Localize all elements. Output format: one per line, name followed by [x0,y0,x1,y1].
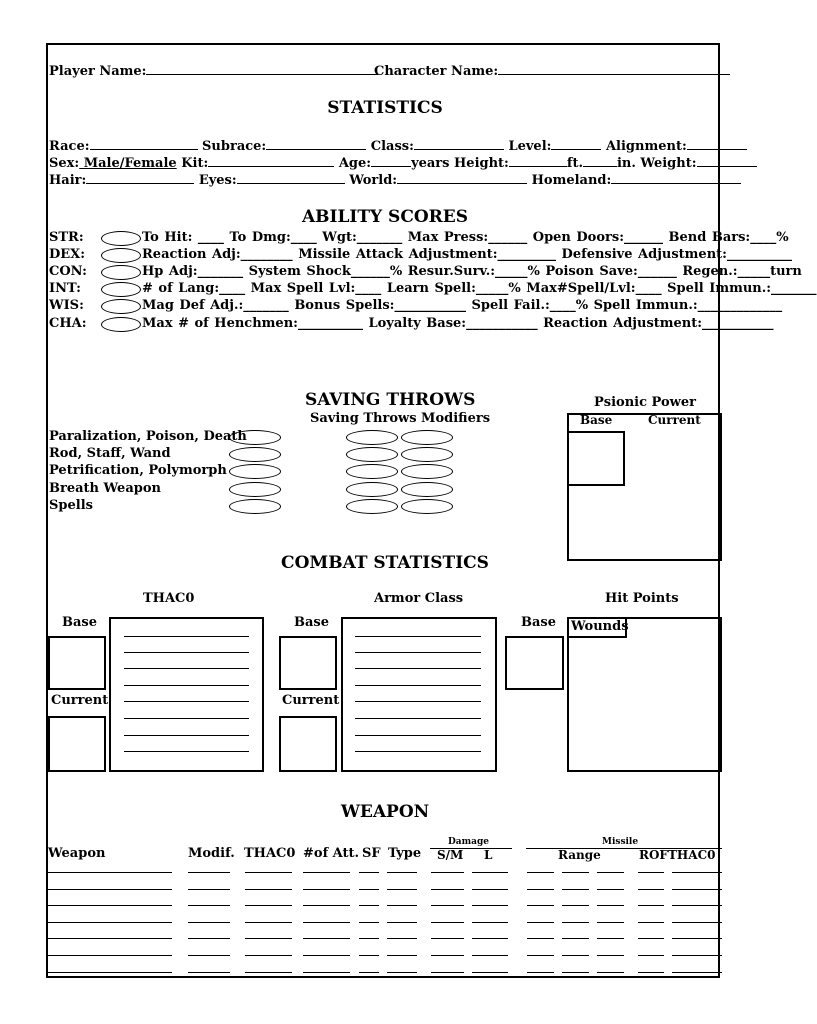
col-range: Range [558,848,601,862]
ac-table-box[interactable] [341,617,497,772]
ac-line [355,636,481,637]
weapon-title: WEAPON [340,802,430,822]
weapon-row-line[interactable] [527,938,554,939]
armor-class-title: Armor Class [374,591,464,606]
ability-scores-title: ABILITY SCORES [301,207,469,227]
weapon-row-line[interactable] [638,955,664,956]
weapon-row-line[interactable] [359,955,379,956]
col-modif: Modif. [188,846,235,861]
weapon-row-line[interactable] [359,872,379,873]
saving-throw-label: Spells [49,498,93,513]
weapon-row-line[interactable] [387,872,417,873]
ac-current-box[interactable] [279,716,337,772]
in-weight-label: in. Weight: [616,156,697,171]
player-name-row [49,62,378,80]
weapon-row-line[interactable] [527,922,554,923]
thac0-line [124,735,249,736]
saving-throws-modifiers-label: Saving Throws Modifiers [310,411,491,426]
thac0-line [124,636,249,637]
weapon-row-line[interactable] [527,972,554,973]
class-field[interactable] [414,137,504,150]
ac-current-label: Current [282,693,340,708]
ability-row-fields: To Hit: ____ To Dmg:____ Wgt:_______ Max Press:______ Open Doors:______ Bend Bars:____% [142,230,789,245]
ac-line [355,652,481,653]
ability-score-oval[interactable] [101,248,141,263]
col-rof: ROF [639,848,668,862]
col-type: Type [388,846,422,861]
psionic-base-box[interactable] [567,431,625,486]
ac-line [355,751,481,752]
weapon-row-line[interactable] [672,955,722,956]
weapon-row-line[interactable] [359,972,379,973]
statistics-title: STATISTICS [327,98,443,118]
ability-score-oval[interactable] [101,299,141,314]
class-label: Class: [370,139,414,154]
thac0-current-label: Current [51,693,109,708]
save-modifier-oval[interactable] [401,482,453,497]
weapon-row-line[interactable] [188,889,230,890]
saving-throws-title: SAVING THROWS [305,390,476,410]
save-modifier-oval[interactable] [346,430,398,445]
height-label: Height: [454,156,509,171]
weapon-row-line[interactable] [188,938,230,939]
ac-base-box[interactable] [279,636,337,690]
weapon-row-line[interactable] [188,872,230,873]
weapon-row-line[interactable] [359,922,379,923]
weapon-row-line[interactable] [245,905,292,906]
weapon-row-line[interactable] [562,972,589,973]
col-sm: S/M [437,848,464,862]
ability-score-oval[interactable] [101,282,141,297]
psionic-base-label: Base [580,413,613,427]
thac0-line [124,751,249,752]
weapon-row-line[interactable] [562,955,589,956]
thac0-table-box[interactable] [109,617,264,772]
ac-line [355,735,481,736]
alignment-field[interactable] [687,137,747,150]
damage-label: Damage [448,837,490,847]
save-modifier-oval[interactable] [401,447,453,462]
ability-row-fields: Hp Adj:_______ System Shock______% Resur.Surv.:_____% Poison Save:______ Regen.:_____turn [142,264,802,279]
weapon-row-line[interactable] [387,889,417,890]
saving-throw-label: Breath Weapon [49,481,161,496]
wounds-label: Wounds [571,619,629,634]
weapon-row-line[interactable] [672,922,722,923]
homeland-field[interactable] [611,171,741,184]
ac-line [355,685,481,686]
stats-row-2 [49,154,757,172]
weapon-row-line[interactable] [188,955,230,956]
weapon-row-line[interactable] [527,889,554,890]
weapon-row-line[interactable] [562,938,589,939]
col-missile-thac0: THAC0 [668,848,716,862]
weapon-row-line[interactable] [431,922,464,923]
kit-field[interactable] [208,154,334,167]
ac-line [355,701,481,702]
saving-throw-oval[interactable] [229,430,281,445]
age-label: Age: [338,156,372,171]
weapon-row-line[interactable] [472,938,508,939]
combat-title: COMBAT STATISTICS [281,553,489,573]
weapon-row-line[interactable] [48,972,172,973]
ft-label: ft. [566,156,583,171]
level-field[interactable] [551,137,601,150]
level-label: Level: [508,139,552,154]
weapon-row-line[interactable] [472,905,508,906]
weapon-row-line[interactable] [245,922,292,923]
age-field[interactable] [371,154,411,167]
height-in-field[interactable] [583,154,617,167]
col-sf: SF [362,846,381,861]
save-modifier-oval[interactable] [346,464,398,479]
weapon-row-line[interactable] [359,905,379,906]
col-weapon: Weapon [48,846,106,861]
ability-row-fields: # of Lang:____ Max Spell Lvl:____ Learn Spell:_____% Max#Spell/Lvl:____ Spell Immun.:_______ [142,281,817,296]
ability-abbr: INT: [49,281,81,296]
weapon-row-line[interactable] [303,889,350,890]
race-label: Race: [49,139,90,154]
weapon-row-line[interactable] [597,922,624,923]
weapon-row-line[interactable] [472,872,508,873]
ability-abbr: CHA: [49,316,87,331]
thac0-line [124,668,249,669]
weapon-row-line[interactable] [597,905,624,906]
ac-line [355,668,481,669]
thac0-line [124,718,249,719]
subrace-field[interactable] [266,137,366,150]
weapon-row-line[interactable] [188,905,230,906]
weapon-row-line[interactable] [527,905,554,906]
eyes-field[interactable] [237,171,345,184]
stats-row-1 [49,137,747,155]
weapon-row-line[interactable] [359,938,379,939]
psionic-current-label: Current [648,413,701,427]
weapon-row-line[interactable] [303,972,350,973]
sex-value[interactable]: Male/Female [79,156,177,171]
weapon-row-line[interactable] [638,889,664,890]
ability-abbr: WIS: [49,298,84,313]
ability-row-fields: Max # of Henchmen:__________ Loyalty Base:___________ Reaction Adjustment:___________ [142,316,774,331]
hair-label: Hair: [49,173,87,188]
thac0-base-label: Base [62,615,98,630]
alignment-label: Alignment: [605,139,687,154]
weapon-row-line[interactable] [597,872,624,873]
weapon-row-line[interactable] [245,938,292,939]
character-name-label: Character Name: [374,64,499,79]
weapon-row-line[interactable] [597,889,624,890]
weapon-row-line[interactable] [48,922,172,923]
thac0-current-box[interactable] [48,716,106,772]
weapon-row-line[interactable] [431,889,464,890]
weapon-row-line[interactable] [638,938,664,939]
stats-row-3 [49,171,741,189]
col-l: L [484,848,493,862]
thac0-base-box[interactable] [48,636,106,690]
character-sheet [46,43,817,978]
thac0-line [124,652,249,653]
weapon-row-line[interactable] [638,905,664,906]
weapon-row-line[interactable] [431,972,464,973]
weapon-row-line[interactable] [48,955,172,956]
saving-throw-label: Rod, Staff, Wand [49,446,171,461]
hp-base-box[interactable] [505,636,564,690]
col-thac0: THAC0 [244,846,296,861]
hp-main-box[interactable] [567,617,722,772]
save-modifier-oval[interactable] [401,499,453,514]
thac0-title: THAC0 [143,591,195,606]
thac0-line [124,701,249,702]
saving-throw-oval[interactable] [229,482,281,497]
player-name-field[interactable] [146,62,378,75]
weapon-row-line[interactable] [188,972,230,973]
weapon-row-line[interactable] [562,905,589,906]
hair-field[interactable] [86,171,194,184]
weapon-row-line[interactable] [472,972,508,973]
ability-score-oval[interactable] [101,231,141,246]
homeland-label: Homeland: [531,173,612,188]
weapon-row-line[interactable] [672,872,722,873]
weapon-row-line[interactable] [672,938,722,939]
kit-label: Kit: [181,156,209,171]
ability-abbr: CON: [49,264,87,279]
saving-throw-oval[interactable] [229,464,281,479]
character-name-row [374,62,730,80]
save-modifier-oval[interactable] [346,447,398,462]
weapon-row-line[interactable] [562,872,589,873]
ac-line [355,718,481,719]
weapon-row-line[interactable] [48,938,172,939]
world-label: World: [349,173,398,188]
save-modifier-oval[interactable] [346,499,398,514]
weapon-row-line[interactable] [472,922,508,923]
col-att: #of Att. [303,846,360,861]
years-label: years [411,156,450,171]
world-field[interactable] [397,171,527,184]
weapon-row-line[interactable] [48,889,172,890]
weapon-row-line[interactable] [303,938,350,939]
weapon-row-line[interactable] [387,972,417,973]
character-name-field[interactable] [498,62,730,75]
weapon-row-line[interactable] [562,922,589,923]
weapon-row-line[interactable] [672,905,722,906]
weapon-row-line[interactable] [527,872,554,873]
weapon-row-line[interactable] [387,938,417,939]
race-field[interactable] [90,137,198,150]
sex-label: Sex: [49,156,80,171]
weapon-row-line[interactable] [527,955,554,956]
weapon-row-line[interactable] [431,905,464,906]
weapon-row-line[interactable] [472,955,508,956]
weapon-row-line[interactable] [638,872,664,873]
weapon-row-line[interactable] [387,905,417,906]
height-ft-field[interactable] [509,154,567,167]
weapon-row-line[interactable] [638,922,664,923]
subrace-label: Subrace: [202,139,267,154]
weapon-row-line[interactable] [359,889,379,890]
psionic-title: Psionic Power [594,395,696,410]
missile-label: Missile [602,837,639,847]
weapon-row-line[interactable] [431,938,464,939]
weapon-row-line[interactable] [245,889,292,890]
weapon-row-line[interactable] [672,972,722,973]
weapon-row-line[interactable] [245,972,292,973]
weapon-row-line[interactable] [562,889,589,890]
weapon-row-line[interactable] [431,955,464,956]
weapon-row-line[interactable] [48,905,172,906]
saving-throw-label: Petrification, Polymorph [49,463,227,478]
ability-score-oval[interactable] [101,265,141,280]
weapon-row-line[interactable] [303,872,350,873]
weight-field[interactable] [697,154,757,167]
saving-throw-oval[interactable] [229,499,281,514]
save-modifier-oval[interactable] [346,482,398,497]
weapon-row-line[interactable] [431,872,464,873]
ability-abbr: DEX: [49,247,86,262]
weapon-row-line[interactable] [48,872,172,873]
ability-abbr: STR: [49,230,84,245]
saving-throw-oval[interactable] [229,447,281,462]
weapon-row-line[interactable] [597,938,624,939]
weapon-row-line[interactable] [387,955,417,956]
weapon-row-line[interactable] [387,922,417,923]
ability-row-fields: Mag Def Adj.:_______ Bonus Spells:___________ Spell Fail.:____% Spell Immun.:_____________ [142,298,783,313]
weapon-row-line[interactable] [672,889,722,890]
ac-base-label: Base [294,615,330,630]
save-modifier-oval[interactable] [401,464,453,479]
weapon-row-line[interactable] [303,922,350,923]
weapon-row-line[interactable] [303,955,350,956]
weapon-row-line[interactable] [303,905,350,906]
player-name-label: Player Name: [49,64,147,79]
ability-score-oval[interactable] [101,317,141,332]
weapon-row-line[interactable] [597,955,624,956]
weapon-row-line[interactable] [597,972,624,973]
thac0-line [124,685,249,686]
ability-row-fields: Reaction Adj:________ Missile Attack Adjustment:_________ Defensive Adjustment:__________ [142,247,792,262]
hit-points-title: Hit Points [605,591,679,606]
weapon-row-line[interactable] [188,922,230,923]
saving-throw-label: Paralization, Poison, Death [49,429,247,444]
weapon-row-line[interactable] [245,872,292,873]
hp-base-label: Base [521,615,557,630]
save-modifier-oval[interactable] [401,430,453,445]
weapon-row-line[interactable] [245,955,292,956]
weapon-row-line[interactable] [472,889,508,890]
weapon-row-line[interactable] [638,972,664,973]
eyes-label: Eyes: [198,173,237,188]
